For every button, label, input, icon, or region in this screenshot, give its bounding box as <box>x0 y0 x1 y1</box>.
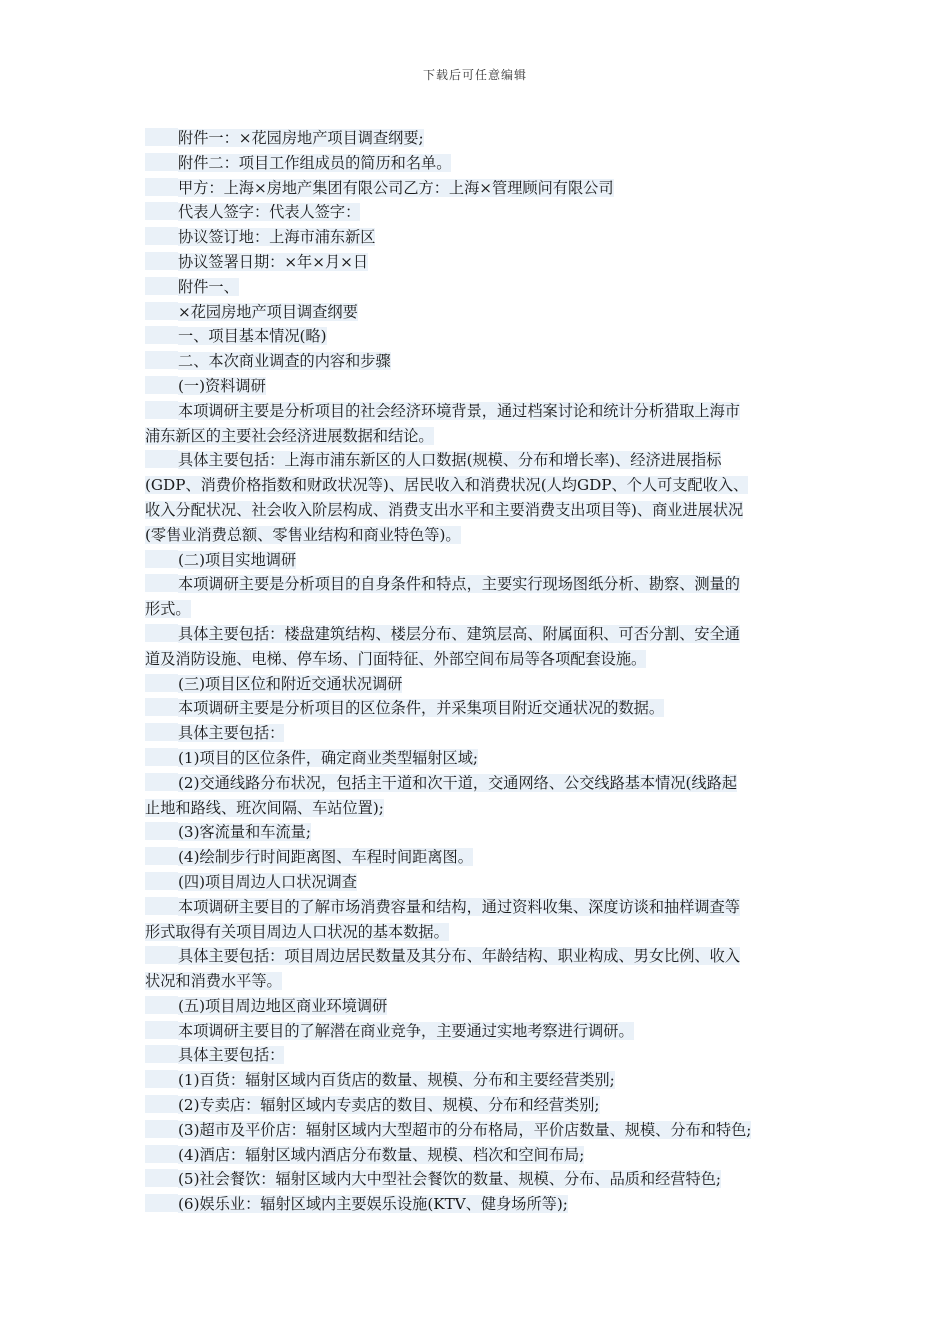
indent-highlight <box>145 1169 178 1187</box>
paragraph-line <box>145 399 815 424</box>
paragraph-line <box>145 523 815 548</box>
line-text: 附件二：项目工作组成员的简历和名单。 <box>178 153 452 172</box>
indent-highlight <box>145 773 178 791</box>
paragraph-line <box>145 746 815 771</box>
paragraph-line <box>145 944 815 969</box>
indent-highlight <box>145 128 178 146</box>
indent-highlight <box>145 153 178 171</box>
line-text: 协议签署日期：×年×月×日 <box>178 252 369 271</box>
indent-highlight <box>145 202 178 220</box>
indent-highlight <box>145 550 178 568</box>
paragraph-line <box>145 1167 815 1192</box>
line-text: (四)项目周边人口状况调查 <box>178 872 357 891</box>
indent-highlight <box>145 450 178 468</box>
indent-highlight <box>145 897 178 915</box>
indent-highlight <box>145 574 178 592</box>
paragraph-line <box>145 721 815 746</box>
line-text: (2)专卖店：辐射区域内专卖店的数目、规模、分布和经营类别; <box>178 1096 600 1115</box>
paragraph-line <box>145 126 815 151</box>
paragraph-line <box>145 548 815 573</box>
line-text: (3)客流量和车流量; <box>178 823 311 842</box>
indent-highlight <box>145 227 178 245</box>
paragraph-line <box>145 820 815 845</box>
line-text: (三)项目区位和附近交通状况调研 <box>178 674 403 693</box>
line-text: (一)资料调研 <box>178 376 266 395</box>
line-text: (4)酒店：辐射区域内酒店分布数量、规模、档次和空间布局; <box>178 1145 585 1164</box>
paragraph-line <box>145 374 815 399</box>
paragraph-line <box>145 349 815 374</box>
line-text: (3)超市及平价店：辐射区域内大型超市的分布格局，平价店数量、规模、分布和特色; <box>178 1120 752 1139</box>
paragraph-line <box>145 672 815 697</box>
line-text: (二)项目实地调研 <box>178 550 297 569</box>
paragraph-line <box>145 622 815 647</box>
indent-highlight <box>145 996 178 1014</box>
paragraph-line <box>145 796 815 821</box>
indent-highlight <box>145 624 178 642</box>
line-text: 浦东新区的主要社会经济进展数据和结论。 <box>145 426 434 445</box>
paragraph-line <box>145 572 815 597</box>
indent-highlight <box>145 1145 178 1163</box>
paragraph-line <box>145 696 815 721</box>
line-text: 本项调研主要目的了解市场消费容量和结构，通过资料收集、深度访谈和抽样调查等 <box>178 897 740 916</box>
paragraph-line <box>145 1118 815 1143</box>
line-text: 具体主要包括：上海市浦东新区的人口数据(规模、分布和增长率)、经济进展指标 <box>178 451 722 470</box>
line-text: 附件一：×花园房地产项目调查纲要; <box>178 129 424 147</box>
line-text: 附件一、 <box>178 277 239 296</box>
indent-highlight <box>145 822 178 840</box>
paragraph-line <box>145 969 815 994</box>
line-text: 代表人签字：代表人签字： <box>178 203 361 222</box>
line-text: 本项调研主要目的了解潜在商业竞争，主要通过实地考察进行调研。 <box>178 1021 634 1040</box>
line-text: (GDP、消费价格指数和财政状况等)、居民收入和消费状况(人均GDP、个人可支配收入、 <box>145 476 749 495</box>
indent-highlight <box>145 252 178 270</box>
page-header: 下载后可任意编辑 <box>422 68 527 82</box>
paragraph-line <box>145 300 815 325</box>
indent-highlight <box>145 178 178 196</box>
line-text: (6)娱乐业：辐射区域内主要娱乐设施(KTV、健身场所等); <box>178 1195 568 1214</box>
line-text: 一、项目基本情况(略) <box>178 327 327 346</box>
document-body <box>145 126 815 1217</box>
line-text: 收入分配状况、社会收入阶层构成、消费支出水平和主要消费支出项目等)、商业进展状况 <box>145 500 744 519</box>
paragraph-line <box>145 920 815 945</box>
indent-highlight <box>145 698 178 716</box>
indent-highlight <box>145 351 178 369</box>
paragraph-line <box>145 324 815 349</box>
paragraph-line <box>145 647 815 672</box>
indent-highlight <box>145 1070 178 1088</box>
line-text: 本项调研主要是分析项目的区位条件，并采集项目附近交通状况的数据。 <box>178 699 664 718</box>
line-text: ×花园房地产项目调查纲要 <box>178 302 358 321</box>
line-text: 本项调研主要是分析项目的自身条件和特点，主要实行现场图纸分析、勘察、测量的 <box>178 575 740 594</box>
indent-highlight <box>145 872 178 890</box>
line-text: (1)百货：辐射区域内百货店的数量、规模、分布和主要经营类别; <box>178 1071 615 1090</box>
line-text: 甲方：上海×房地产集团有限公司乙方：上海×管理顾问有限公司 <box>178 178 614 197</box>
paragraph-line <box>145 250 815 275</box>
paragraph-line <box>145 771 815 796</box>
paragraph-line <box>145 275 815 300</box>
paragraph-line <box>145 498 815 523</box>
paragraph-line <box>145 845 815 870</box>
paragraph-line <box>145 200 815 225</box>
indent-highlight <box>145 1194 178 1212</box>
line-text: (4)绘制步行时间距离图、车程时间距离图。 <box>178 848 473 867</box>
line-text: (2)交通线路分布状况，包括主干道和次干道，交通网络、公交线路基本情况(线路起 <box>178 773 738 792</box>
paragraph-line <box>145 895 815 920</box>
indent-highlight <box>145 674 178 692</box>
paragraph-line <box>145 1043 815 1068</box>
paragraph-line <box>145 473 815 498</box>
line-text: 二、本次商业调查的内容和步骤 <box>178 352 391 371</box>
paragraph-line <box>145 424 815 449</box>
paragraph-line <box>145 448 815 473</box>
indent-highlight <box>145 1095 178 1113</box>
line-text: 状况和消费水平等。 <box>145 972 282 991</box>
line-text: 具体主要包括：楼盘建筑结构、楼层分布、建筑层高、附属面积、可否分割、安全通 <box>178 624 740 643</box>
line-text: 具体主要包括：项目周边居民数量及其分布、年龄结构、职业构成、男女比例、收入 <box>178 947 740 966</box>
paragraph-line <box>145 1093 815 1118</box>
paragraph-line <box>145 1019 815 1044</box>
paragraph-line <box>145 1068 815 1093</box>
line-text: (五)项目周边地区商业环境调研 <box>178 996 388 1015</box>
paragraph-line <box>145 225 815 250</box>
indent-highlight <box>145 302 178 320</box>
paragraph-line <box>145 1143 815 1168</box>
line-text: 具体主要包括： <box>178 1046 285 1065</box>
paragraph-line <box>145 870 815 895</box>
line-text: 本项调研主要是分析项目的社会经济环境背景，通过档案讨论和统计分析猎取上海市 <box>178 401 740 420</box>
line-text: 止地和路线、班次间隔、车站位置); <box>145 798 384 817</box>
line-text: (1)项目的区位条件，确定商业类型辐射区域; <box>178 748 479 767</box>
paragraph-line <box>145 151 815 176</box>
paragraph-line <box>145 994 815 1019</box>
line-text: (5)社会餐饮：辐射区域内大中型社会餐饮的数量、规模、分布、品质和经营特色; <box>178 1170 722 1189</box>
paragraph-line <box>145 176 815 201</box>
paragraph-line <box>145 597 815 622</box>
paragraph-line <box>145 1192 815 1217</box>
indent-highlight <box>145 277 178 295</box>
line-text: 形式。 <box>145 600 191 619</box>
line-text: 形式取得有关项目周边人口状况的基本数据。 <box>145 922 449 941</box>
indent-highlight <box>145 1045 178 1063</box>
indent-highlight <box>145 723 178 741</box>
line-text: (零售业消费总额、零售业结构和商业特色等)。 <box>145 525 461 544</box>
line-text: 具体主要包括： <box>178 724 285 743</box>
indent-highlight <box>145 326 178 344</box>
line-text: 协议签订地：上海市浦东新区 <box>178 228 376 247</box>
indent-highlight <box>145 748 178 766</box>
indent-highlight <box>145 946 178 964</box>
line-text: 道及消防设施、电梯、停车场、门面特征、外部空间布局等各项配套设施。 <box>145 649 647 668</box>
indent-highlight <box>145 1120 178 1138</box>
indent-highlight <box>145 376 178 394</box>
indent-highlight <box>145 1021 178 1039</box>
indent-highlight <box>145 847 178 865</box>
indent-highlight <box>145 401 178 419</box>
